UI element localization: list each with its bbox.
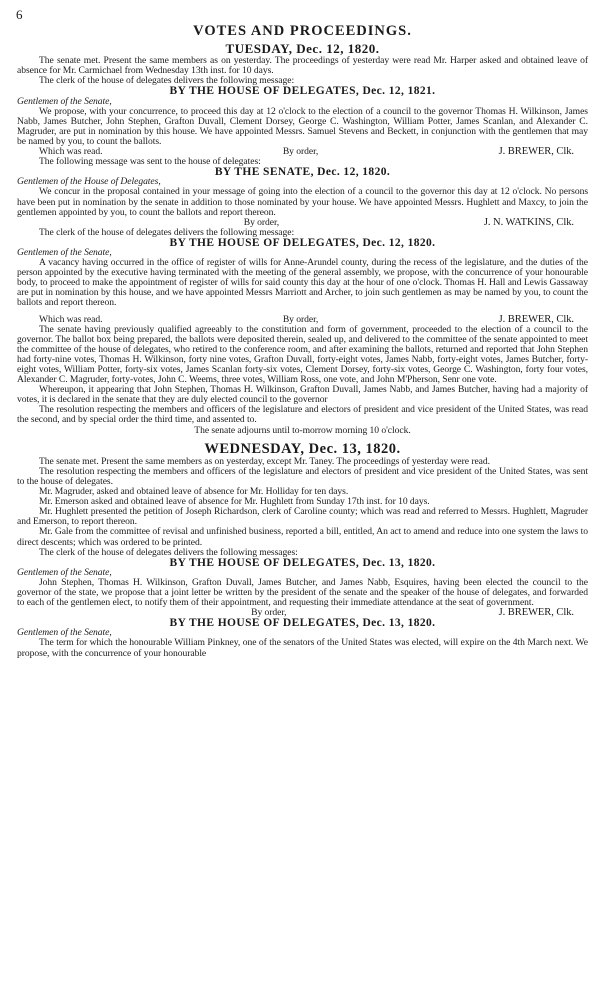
salutation: Gentlemen of the Senate, — [17, 627, 112, 639]
wednesday-section — [17, 440, 588, 659]
signature-by-order: By order, — [243, 216, 280, 228]
paragraph: The following message was sent to the house of delegates: — [39, 156, 261, 168]
signature-clerk: J. BREWER, Clk. — [498, 146, 574, 158]
message-body: We propose, with your concurrence, to proceed this day at 12 o'clock to the election of a council to the governor Thomas H. Wilkinson, James Nabb, James Butcher, John Stephen, Grafton Duvall, Clement Dorsey, George C. Washington, William Potter, James Scanlan, and Alexander C. Magruder, are put in nomination by this house. We have appointed Messrs. Samuel Stevens and Beckett, in conjunction with the gentlemen that may be named by you, to count the ballots. — [17, 105, 588, 147]
paragraph: The clerk of the house of delegates delivers the following messages: — [39, 546, 298, 558]
paragraph: The clerk of the house of delegates delivers the following message: — [39, 75, 295, 87]
message-heading: BY THE HOUSE OF DELEGATES, Dec. 12, 1820. — [169, 236, 436, 249]
paragraph: Mr. Magruder, asked and obtained leave of absence for Mr. Holliday for ten days. — [39, 486, 349, 498]
salutation: Gentlemen of the Senate, — [17, 95, 112, 107]
paragraph: Mr. Hughlett presented the petition of Joseph Richardson, clerk of Caroline county; which was read and referred to Messrs. Hughlett, Magruder and Emerson, to report thereon. — [17, 506, 588, 528]
paragraph: The senate met. Present the same members as on yesterday, except Mr. Taney. The proceedings of yesterday were read. — [39, 455, 490, 467]
message-block — [17, 167, 588, 228]
paragraph: The resolution respecting the members and officers of the legislature and electors of president and vice president of the United States, was read the second, and by special order the third time, and assented to. — [17, 404, 588, 426]
page-number: 6 — [16, 7, 23, 22]
salutation: Gentlemen of the House of Delegates, — [17, 176, 161, 188]
message-block — [17, 618, 588, 658]
signature-by-order: By order, — [251, 607, 287, 619]
salutation: Gentlemen of the Senate, — [17, 566, 112, 578]
paragraph: Mr. Emerson asked and obtained leave of absence for Mr. Hughlett from Sunday 17th inst. for 10 days. — [39, 496, 430, 508]
message-block — [17, 86, 588, 157]
message-block — [17, 238, 588, 325]
message-heading: BY THE HOUSE OF DELEGATES, Dec. 13, 1820. — [169, 556, 436, 569]
message-heading: BY THE SENATE, Dec. 12, 1820. — [214, 166, 391, 179]
signature-clerk: J. BREWER, Clk. — [498, 607, 574, 619]
date-heading-wednesday: WEDNESDAY, Dec. 13, 1820. — [204, 440, 401, 457]
message-body: The term for which the honourable William Pinkney, one of the senators of the United States was elected, will expire on the 4th March next. We propose, with the concurrence of your honourable — [17, 637, 588, 659]
date-heading-tuesday: TUESDAY, Dec. 12, 1820. — [225, 41, 380, 57]
message-body: John Stephen, Thomas H. Wilkinson, Grafton Duvall, James Butcher, and James Nabb, Esquires, having been elected the council to the governor of the state, we propose that a joint letter be written by the president of the senate and the speaker of the house of delegates, and forwarded to each of the gentlemen elect, to notify them of their appointment, and requesting their immediate attendance at the seat of government. — [17, 576, 588, 609]
signature-clerk: J. BREWER, Clk. — [498, 313, 574, 325]
adjournment: The senate adjourns until to-morrow morning 10 o'clock. — [194, 424, 411, 436]
message-block — [17, 558, 588, 619]
signature-note: Which was read. — [39, 313, 103, 325]
paragraph: Mr. Gale from the committee of revisal and unfinished business, reported a bill, entitled, An act to amend and reduce into one system the laws to direct descents; which was ordered to be printed. — [17, 526, 588, 548]
paragraph: The senate having previously qualified agreeably to the constitution and form of government, proceeded to the election of a council to the governor. The ballot box being prepared, the ballots were deposited therein, sealed up, and delivered to the committee of the senate appointed to meet the committee of the house of delegates, who retired to the conference room, and after examining the ballots, returned and reported that John Stephen had forty-nine votes, Thomas H. Wilkinson, forty nine votes, Grafton Duvall, forty-eight votes, James Nabb, forty-eight votes, James Butcher, forty-eight votes, William Potter, forty-six votes, James Scanlan forty-six votes, Clement Dorsey, forty-six votes, George C. Washington, forty four votes, Alexander C. Magruder, forty-votes, John C. Weems, three votes, William Ross, one vote, and John M'Pherson, Senr one vote. — [17, 323, 588, 386]
message-heading: BY THE HOUSE OF DELEGATES, Dec. 12, 1821. — [169, 85, 436, 98]
paragraph: The senate met. Present the same members as on yesterday. The proceedings of yesterday were read Mr. Harper asked and obtained leave of absence for Mr. Carmichael from Wednesday 13th inst. for 10 days. — [17, 55, 588, 77]
message-heading: BY THE HOUSE OF DELEGATES, Dec. 13, 1820. — [169, 617, 436, 630]
paragraph: The clerk of the house of delegates delivers the following message: — [39, 226, 295, 238]
message-body: A vacancy having occurred in the office of register of wills for Anne-Arundel county, during the recess of the legislature, and the duties of the person appointed by the executive having terminated with the meeting of the general assembly, we propose, with the concurrence of your honourable body, to proceed to make the appointment of register of wills for said county this day at the hour of one o'clock. Thomas H. Hall and Lewis Gassaway are put in nomination by this house, and we have appointed Messrs Marriott and Archer, to join such gentlemen as may be named by you, to count the ballots and report thereon. — [17, 257, 588, 309]
tuesday-section — [17, 41, 588, 436]
signature-note: Which was read. — [39, 146, 103, 158]
signature-by-order: By order, — [282, 313, 319, 325]
paragraph: Whereupon, it appearing that John Stephen, Thomas H. Wilkinson, Grafton Duvall, James Nabb, and James Butcher, having had a majority of votes, it is declared in the senate that they are duly elected council to the governor — [17, 384, 588, 406]
paragraph: The resolution respecting the members and officers of the legislature and electors of president and vice president of the United States, was sent to the house of delegates. — [17, 465, 588, 487]
message-body: We concur in the proposal contained in your message of going into the election of a council to the governor this day at 12 o'clock. No persons have been put in nomination by the senate in addition to those nominated by your house. We have appointed Messrs. Hughlett and Maxcy, to join the gentlemen appointed by you, to count the ballots and report thereon. — [17, 186, 588, 218]
salutation: Gentlemen of the Senate, — [17, 246, 112, 258]
signature-clerk: J. N. WATKINS, Clk. — [483, 216, 574, 228]
signature-by-order: By order, — [282, 146, 319, 158]
running-head: VOTES AND PROCEEDINGS. — [193, 23, 412, 39]
